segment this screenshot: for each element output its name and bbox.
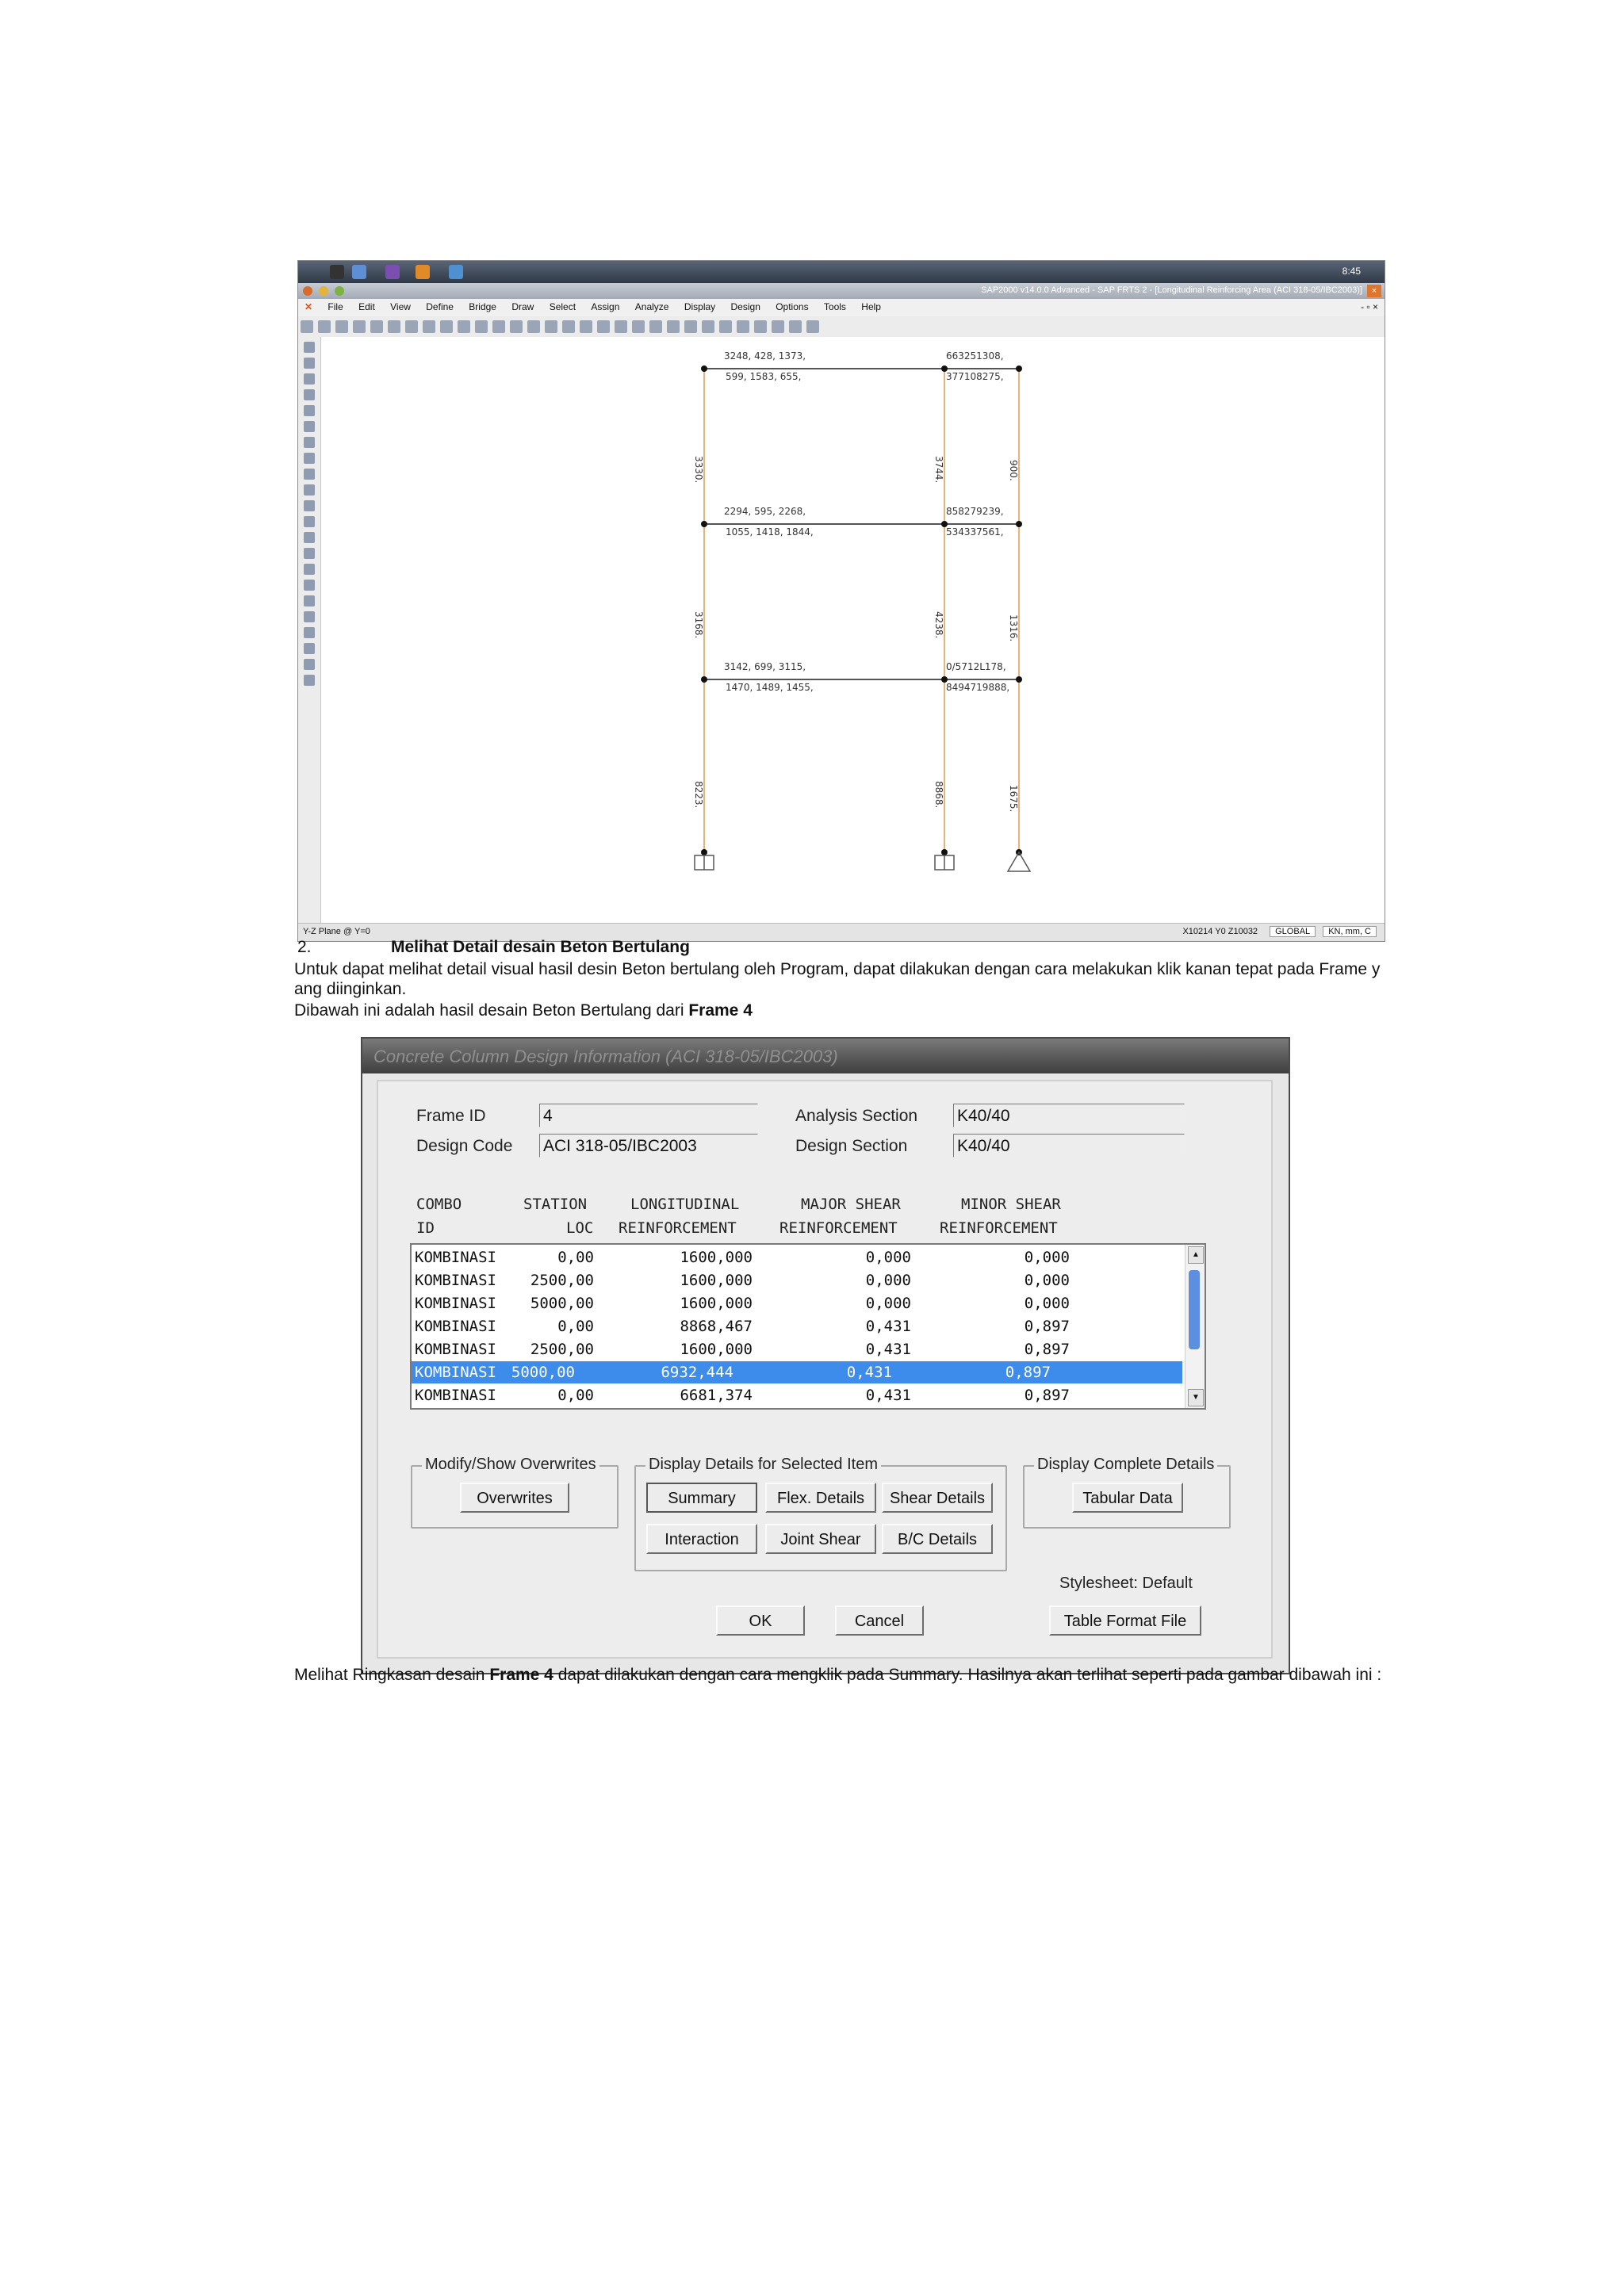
menu-define[interactable]: Define [426, 301, 454, 312]
col-header-id: ID [416, 1219, 435, 1237]
paragraph-bold: Frame 4 [489, 1666, 553, 1684]
dialog-titlebar [362, 1039, 1289, 1073]
column-reinf-label: 3744. [933, 456, 944, 484]
os-taskbar [298, 261, 1385, 283]
column-reinf-label: 1675. [1008, 785, 1019, 813]
previous-select-icon[interactable] [304, 564, 315, 575]
table-cell: KOMBINASI [415, 1387, 496, 1404]
draw-link-icon[interactable] [304, 437, 315, 448]
joint[interactable] [941, 849, 948, 855]
joint[interactable] [1016, 676, 1022, 683]
table-row[interactable] [412, 1384, 1201, 1406]
up-icon[interactable] [649, 320, 662, 333]
coord-system-select[interactable]: GLOBAL [1270, 926, 1316, 937]
design-icon[interactable] [772, 320, 784, 333]
beam-reinf-label: 858279239, [946, 506, 1004, 517]
table-cell: 0,897 [1024, 1341, 1070, 1358]
snap-end-icon[interactable] [304, 611, 315, 622]
zoom-previous-icon[interactable] [510, 320, 523, 333]
design-code-label: Design Code [416, 1137, 513, 1155]
moment-icon[interactable] [754, 320, 767, 333]
menu-tools[interactable]: Tools [823, 301, 846, 312]
table-cell: 0,000 [1024, 1295, 1070, 1312]
close-button[interactable]: × [1367, 285, 1381, 297]
quick-area-icon[interactable] [304, 484, 315, 496]
undo-icon[interactable] [370, 320, 383, 333]
view-yz-icon[interactable] [615, 320, 627, 333]
table-cell: KOMBINASI [415, 1295, 496, 1312]
snap-line-icon[interactable] [304, 675, 315, 686]
menu-select[interactable]: Select [549, 301, 576, 312]
menu-file[interactable]: File [327, 301, 343, 312]
view-3d-icon[interactable] [562, 320, 575, 333]
overwrites-button[interactable]: Overwrites [460, 1483, 569, 1513]
beam-reinf-label: 3142, 699, 3115, [724, 661, 806, 672]
analysis-section-label: Analysis Section [795, 1107, 918, 1125]
table-cell: 0,431 [865, 1387, 911, 1404]
beam-reinf-label: 534337561, [946, 526, 1004, 538]
tabular-data-button[interactable]: Tabular Data [1072, 1483, 1183, 1513]
menu-design[interactable]: Design [730, 301, 760, 312]
text-icon[interactable] [789, 320, 802, 333]
table-cell: KOMBINASI [415, 1364, 496, 1381]
snap-perp-icon[interactable] [304, 659, 315, 670]
col-header-longitudinal: LONGITUDINAL [630, 1196, 740, 1213]
design-section-field[interactable]: K40/40 [953, 1134, 1185, 1158]
beam-reinf-label: 1055, 1418, 1844, [726, 526, 814, 538]
beam-reinf-label: 3248, 428, 1373, [724, 350, 806, 362]
table-cell: 0,00 [557, 1387, 594, 1404]
draw-joint-icon[interactable] [304, 373, 315, 385]
scroll-up-button[interactable]: ▲ [1188, 1246, 1204, 1264]
table-row[interactable] [412, 1361, 1182, 1383]
draw-brace-icon[interactable] [304, 421, 315, 432]
rotate-icon[interactable] [632, 320, 645, 333]
shear-details-button[interactable]: Shear Details [882, 1483, 993, 1513]
cancel-button[interactable]: Cancel [835, 1605, 924, 1636]
window-title: SAP2000 v14.0.0 Advanced - SAP FRTS 2 - [Longitudinal Reinforcing Area (ACI 318-05/IBC2003)] [981, 285, 1362, 295]
scroll-thumb[interactable] [1189, 1270, 1200, 1349]
menu-edit[interactable]: Edit [358, 301, 375, 312]
col-header-reinforcement: REINFORCEMENT [940, 1219, 1058, 1237]
app-icon [303, 286, 312, 296]
quick-frame-icon[interactable] [304, 405, 315, 416]
ok-button[interactable]: OK [716, 1605, 805, 1636]
taskbar-app-icon[interactable] [449, 265, 463, 279]
window-titlebar [298, 283, 1385, 299]
table-scrollbar[interactable] [1185, 1245, 1205, 1408]
zoom-out-icon[interactable] [475, 320, 488, 333]
joint[interactable] [701, 849, 707, 855]
app-icon [335, 286, 344, 296]
design-section-label: Design Section [795, 1137, 908, 1155]
dialog-title: Concrete Column Design Information (ACI 318-05/IBC2003) [373, 1047, 838, 1066]
table-cell: 0,00 [557, 1249, 594, 1266]
menu-bridge[interactable]: Bridge [469, 301, 496, 312]
group-label: Display Complete Details [1034, 1456, 1217, 1474]
table-cell: 0,000 [1024, 1272, 1070, 1289]
reshape-icon[interactable] [304, 358, 315, 369]
model-view-canvas[interactable] [321, 337, 1385, 924]
column-reinf-label: 3330. [693, 456, 704, 484]
paragraph [294, 1665, 1444, 1685]
table-cell: 8868,467 [680, 1318, 753, 1335]
snap-icon[interactable] [304, 595, 315, 607]
menu-analyze[interactable]: Analyze [634, 301, 669, 312]
col-header-loc: LOC [566, 1219, 594, 1237]
menu-view[interactable]: View [390, 301, 411, 312]
menu-assign[interactable]: Assign [591, 301, 620, 312]
beam-reinf-label: 0/5712L178, [946, 661, 1006, 672]
print-icon[interactable] [353, 320, 366, 333]
pan-icon[interactable] [545, 320, 557, 333]
down-icon[interactable] [667, 320, 680, 333]
draw-solid-icon[interactable] [304, 500, 315, 511]
table-cell: 0,000 [865, 1295, 911, 1312]
select-all-icon[interactable] [304, 548, 315, 559]
table-cell: 2500,00 [530, 1341, 594, 1358]
column-reinf-label: 3168. [693, 611, 704, 639]
table-cell: 0,000 [865, 1249, 911, 1266]
table-cell: KOMBINASI [415, 1318, 496, 1335]
summary-button[interactable]: Summary [646, 1483, 757, 1513]
snap-intersect-icon[interactable] [304, 643, 315, 654]
table-cell: KOMBINASI [415, 1272, 496, 1289]
zoom-in-icon[interactable] [458, 320, 470, 333]
menu-draw[interactable]: Draw [511, 301, 534, 312]
frame-id-field[interactable]: 4 [539, 1104, 758, 1127]
taskbar-app-icon[interactable] [416, 265, 430, 279]
app-menu-icon[interactable]: ✕ [304, 301, 313, 312]
frame-icon[interactable] [719, 320, 732, 333]
frame-id-label: Frame ID [416, 1107, 486, 1125]
app-icon [319, 286, 328, 296]
status-coordinates: X10214 Y0 Z10032 [1182, 927, 1258, 936]
grid-icon[interactable] [702, 320, 714, 333]
table-cell: 0,000 [865, 1272, 911, 1289]
table-cell: KOMBINASI [415, 1249, 496, 1266]
new-icon[interactable] [301, 320, 313, 333]
paragraph-text: Dibawah ini adalah hasil desain Beton Bertulang dari [294, 1001, 689, 1020]
joint[interactable] [701, 365, 707, 372]
group-label: Modify/Show Overwrites [422, 1456, 599, 1474]
table-cell: 0,00 [557, 1318, 594, 1335]
table-row[interactable] [412, 1338, 1201, 1360]
beam-reinf-label: 663251308, [946, 350, 1004, 362]
table-cell: 0,897 [1024, 1387, 1070, 1404]
results-table[interactable] [410, 1243, 1206, 1410]
column-reinf-label: 4238. [933, 611, 944, 639]
beam-reinf-label: 377108275, [946, 371, 1004, 382]
main-toolbar [298, 316, 1385, 338]
column-reinf-label: 8223. [693, 781, 704, 809]
table-row[interactable] [412, 1292, 1201, 1314]
view-xy-icon[interactable] [580, 320, 592, 333]
section-icon[interactable] [737, 320, 749, 333]
beam-reinf-label: 8494719888, [946, 682, 1010, 693]
column-reinf-label: 900. [1008, 460, 1019, 481]
table-cell: 2500,00 [530, 1272, 594, 1289]
joint-shear-button[interactable]: Joint Shear [765, 1524, 876, 1554]
col-header-minor-shear: MINOR SHEAR [961, 1196, 1061, 1213]
paragraph-text: dapat dilakukan dengan cara mengklik pada Summary. Hasilnya akan terlihat seperti pada gambar dibawah ini : [553, 1666, 1382, 1684]
stylesheet-label: Stylesheet: Default [1059, 1575, 1193, 1592]
menu-bar [298, 299, 1385, 317]
menu-help[interactable]: Help [861, 301, 881, 312]
draw-rect-icon[interactable] [304, 469, 315, 480]
beam-reinf-label: 599, 1583, 655, [726, 371, 802, 382]
display-icon[interactable] [684, 320, 697, 333]
taskbar-clock: 8:45 [1342, 266, 1361, 277]
table-cell: 5000,00 [530, 1295, 594, 1312]
open-icon[interactable] [318, 320, 331, 333]
options-icon[interactable] [806, 320, 819, 333]
save-icon[interactable] [335, 320, 348, 333]
clear-select-icon[interactable] [304, 580, 315, 591]
group-display-details [634, 1456, 1007, 1571]
status-plane: Y-Z Plane @ Y=0 [303, 927, 370, 936]
table-cell: 0,431 [865, 1341, 911, 1358]
paragraph-bold: Frame 4 [688, 1001, 753, 1020]
col-header-combo: COMBO [416, 1196, 462, 1213]
analysis-section-field[interactable]: K40/40 [953, 1104, 1185, 1127]
column-reinf-label: 8868. [933, 781, 944, 809]
paragraph-text: Melihat Ringkasan desain [294, 1666, 490, 1684]
pointer-icon[interactable] [304, 342, 315, 353]
run-icon[interactable] [440, 320, 453, 333]
frame-model-drawing [321, 337, 1385, 924]
zoom-full-icon[interactable] [527, 320, 540, 333]
col-header-major-shear: MAJOR SHEAR [801, 1196, 901, 1213]
table-cell: 1600,000 [680, 1249, 753, 1266]
col-header-reinforcement: REINFORCEMENT [619, 1219, 737, 1237]
section-title: Melihat Detail desain Beton Bertulang [391, 938, 690, 956]
table-cell: 0,000 [1024, 1249, 1070, 1266]
paragraph: Untuk dapat melihat detail visual hasil desin Beton bertulang oleh Program, dapat dilakukan dengan cara melakukan klik kanan tepat pada Frame y ang diinginkan. [294, 960, 1381, 998]
col-header-station: STATION [523, 1196, 588, 1213]
beam-reinf-label: 2294, 595, 2268, [724, 506, 806, 517]
table-cell: 0,897 [1005, 1364, 1051, 1381]
col-header-reinforcement: REINFORCEMENT [779, 1219, 898, 1237]
table-cell: 5000,00 [511, 1364, 575, 1381]
table-cell: 1600,000 [680, 1272, 753, 1289]
paragraph [294, 1001, 1404, 1020]
pencil-icon[interactable] [405, 320, 418, 333]
flex-details-button[interactable]: Flex. Details [765, 1483, 876, 1513]
units-select[interactable]: KN, mm, C [1323, 926, 1377, 937]
tendon-icon[interactable] [304, 532, 315, 543]
joint[interactable] [701, 676, 707, 683]
menu-display[interactable]: Display [684, 301, 716, 312]
table-cell: 6932,444 [661, 1364, 733, 1381]
section-number: 2. [297, 938, 312, 956]
joint[interactable] [1016, 365, 1022, 372]
section-cut-icon[interactable] [304, 516, 315, 527]
table-format-file-button[interactable]: Table Format File [1049, 1605, 1201, 1636]
sap2000-screenshot [297, 260, 1385, 942]
redo-icon[interactable] [388, 320, 400, 333]
window-controls[interactable]: - ▫ × [1361, 301, 1378, 312]
zoom-window-icon[interactable] [492, 320, 505, 333]
group-label: Display Details for Selected Item [645, 1456, 881, 1474]
table-cell: 6681,374 [680, 1387, 753, 1404]
menu-options[interactable]: Options [776, 301, 809, 312]
design-code-field[interactable]: ACI 318-05/IBC2003 [539, 1134, 758, 1158]
interaction-button[interactable]: Interaction [646, 1524, 757, 1554]
start-icon[interactable] [330, 265, 344, 279]
table-row[interactable] [412, 1269, 1201, 1292]
snap-mid-icon[interactable] [304, 627, 315, 638]
column-reinf-label: 1316. [1008, 614, 1019, 642]
joint[interactable] [1016, 521, 1022, 527]
table-cell: 0,897 [1024, 1318, 1070, 1335]
table-cell: 0,431 [846, 1364, 892, 1381]
bc-details-button[interactable]: B/C Details [882, 1524, 993, 1554]
view-xz-icon[interactable] [597, 320, 610, 333]
taskbar-app-icon[interactable] [385, 265, 400, 279]
taskbar-app-icon[interactable] [352, 265, 366, 279]
table-row[interactable] [412, 1315, 1201, 1337]
draw-frame-icon[interactable] [304, 389, 315, 400]
table-cell: KOMBINASI [415, 1341, 496, 1358]
scroll-down-button[interactable]: ▼ [1188, 1389, 1204, 1406]
table-cell: 1600,000 [680, 1295, 753, 1312]
table-row[interactable] [412, 1246, 1201, 1269]
table-cell: 1600,000 [680, 1341, 753, 1358]
table-cell: 0,431 [865, 1318, 911, 1335]
draw-area-icon[interactable] [304, 453, 315, 464]
joint[interactable] [701, 521, 707, 527]
left-toolbar [298, 337, 321, 924]
lock-icon[interactable] [423, 320, 435, 333]
beam-reinf-label: 1470, 1489, 1455, [726, 682, 814, 693]
